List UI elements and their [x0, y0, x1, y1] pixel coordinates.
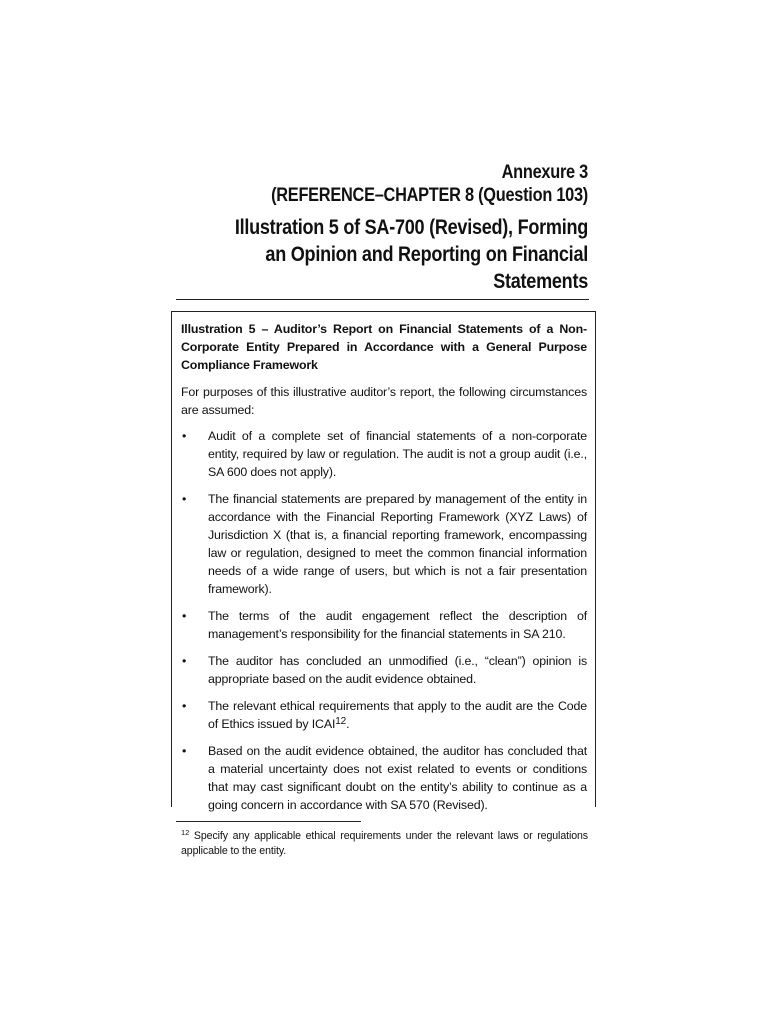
footnote-reference[interactable]: 12: [335, 716, 347, 727]
footnote-text: Specify any applicable ethical requirements under the relevant laws or regulations applicable to the entity.: [181, 830, 588, 857]
footnote-divider: [176, 821, 361, 822]
bullet-symbol: •: [182, 492, 187, 506]
footnote: [181, 829, 588, 859]
list-item-text: The financial statements are prepared by management of the entity in accordance with the Financial Reporting Framework (XYZ Laws) of Jurisdiction X (that is, a financial reporting framework, encompassing law or regulation, designed to meet the common financial information needs of a wide range of users, but which is not a fair presentation framework).: [208, 492, 587, 596]
illustration-title: Illustration 5 – Auditor’s Report on Financial Statements of a Non-Corporate Entity Prepared in Accordance with a General Purpose Compliance Framework: [181, 322, 587, 372]
title-line-1: Illustration 5 of SA-700 (Revised), Forming: [234, 216, 588, 239]
illustration-box: [171, 311, 596, 812]
list-item-text: The auditor has concluded an unmodified (i.e., “clean”) opinion is appropriate based on the audit evidence obtained.: [208, 654, 587, 686]
bullet-symbol: •: [182, 654, 187, 668]
annexure-label: Annexure 3: [501, 162, 588, 183]
bullet-symbol: •: [182, 699, 187, 713]
list-item-text: The relevant ethical requirements that apply to the audit are the Code of Ethics issued by ICAI: [208, 699, 587, 731]
list-item: [181, 742, 587, 814]
list-item: [181, 490, 587, 598]
bullet-symbol: •: [182, 744, 187, 758]
list-item-end: .: [346, 717, 350, 731]
list-item: [181, 697, 587, 733]
list-item-text: Audit of a complete set of financial statements of a non-corporate entity, required by law or regulation. The audit is not a group audit (i.e., SA 600 does not apply).: [208, 429, 587, 479]
list-item: [181, 652, 587, 688]
illustration-intro: For purposes of this illustrative auditor’s report, the following circumstances are assumed:: [181, 385, 587, 417]
page-heading: [176, 162, 588, 295]
page-title: [176, 214, 588, 295]
circumstances-list: [181, 427, 587, 814]
title-divider: [176, 299, 589, 300]
title-line-2: an Opinion and Reporting on Financial: [265, 243, 588, 266]
footnote-number: 12: [181, 828, 190, 837]
list-item: [181, 607, 587, 643]
list-item-text: The terms of the audit engagement reflect the description of management’s responsibility for the financial statements in SA 210.: [208, 609, 587, 641]
bullet-symbol: •: [182, 609, 187, 623]
title-line-3: Statements: [493, 270, 588, 293]
list-item: [181, 427, 587, 481]
chapter-reference: (REFERENCE–CHAPTER 8 (Question 103): [271, 185, 588, 206]
bullet-symbol: •: [182, 429, 187, 443]
list-item-text: Based on the audit evidence obtained, the auditor has concluded that a material uncertainty does not exist related to events or conditions that may cast significant doubt on the entity’s ability to continue as a going concern in accordance with SA 570 (Revised).: [208, 744, 587, 812]
